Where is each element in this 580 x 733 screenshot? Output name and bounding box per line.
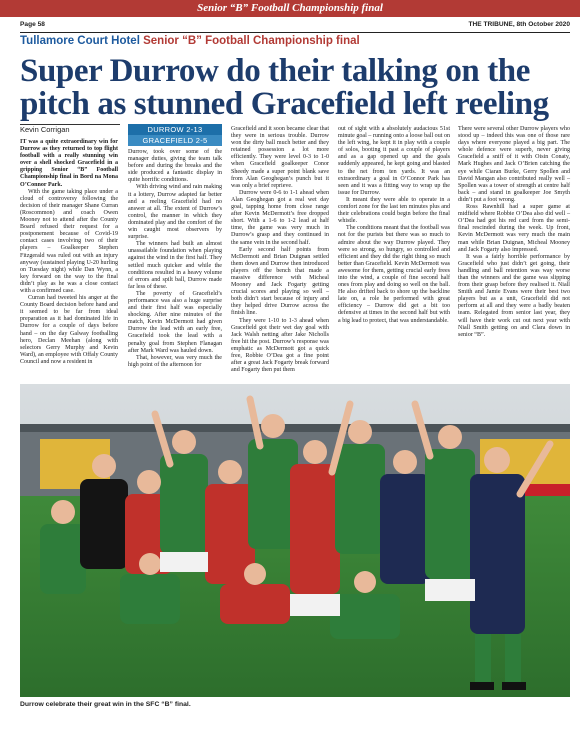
article-column-3 xyxy=(231,126,329,374)
kicker-sponsor: Tullamore Court Hotel xyxy=(20,35,140,47)
body-paragraph: The conditions meant that the football was not for the purists but there was so much to admire about the way Durrow played. They were so strong, so hungry, so controlled and efficient and they did the right thing so much better than Gracefield. Kevin McDermott was awesome for them, getting crucial early frees into the wind, a couple of fine second half ones from play and doing so well on the ball. He also drifted back to shore up the backline late on, a role he performed with great efficiency – Durrow did get a bit too defensive at times in the second half but with a big lead to protect, that was understandable. xyxy=(338,225,450,324)
score-loser: GRACEFIELD 2-5 xyxy=(128,135,222,146)
page-number: Page 58 xyxy=(20,21,45,28)
article-column-1 xyxy=(20,139,118,366)
kicker-title: Senior “B” Football Championship final xyxy=(143,35,360,47)
body-paragraph: They were 1-10 to 1-3 ahead when Gracefield got their wet day goal with Jack Walsh netting after Jake Nicholls free hit the post. Durrow’s response was emphatic as McDermott got a quick free, Robbie O’Dea got a fine point after a great Jack Fogarty break forward and Fogarty then put them xyxy=(231,317,329,374)
body-paragraph: Durrow were 0-6 to 1-1 ahead when Alan Geoghegan got a real wet day goal, tapping home from close range after Kevin McDermott’s free dropped short. With a 1-6 to 1-2 lead at half time, the game was very much in Durrow’s grasp and they continued in the same vein in the second half. xyxy=(231,189,329,246)
body-paragraph: With driving wind and rain making it a lottery, Durrow adapted far better and a reeling Gracefield had no answer at all. The extent of Durrow’s control, the manner in which they dominated play and the comfort of the win caught most observers by surprise. xyxy=(128,184,222,241)
article-column-2 xyxy=(128,149,222,369)
banner-title: Senior “B” Football Championship final xyxy=(197,2,383,14)
photo-caption: Durrow celebrate their great win in the SFC “B” final. xyxy=(20,701,191,708)
body-paragraph: It meant they were able to operate in a comfort zone for the last ten minutes plus and their celebrations could begin before the final whistle. xyxy=(338,196,450,225)
body-paragraph: There were several other Durrow players who stood up – indeed this was one of those rare days where everyone played a big part. The whole defence were superb, never giving Gracefield a sniff of it with Oisin Conaty, Mark Hughes and Jack O’Brien catching the eye while Ciaran Burke, Gerry Spollen and David Mangan also contributed really well – Spollen was a tower of strength at centre half back – and stand in goalkeeper Joe Smyth didn’t put a foot wrong. xyxy=(458,126,570,203)
body-paragraph: The winners had built an almost unassailable foundation when playing against the wind in the first half. They settled much quicker and while the conditions resulted in a heavy volume of errors and spilt ball, Durrow made far less of these. xyxy=(128,241,222,290)
publication-date: THE TRIBUNE, 8th October 2020 xyxy=(468,21,570,28)
body-paragraph: Gracefield and it soon became clear that they were in serious trouble. Durrow won the dirty ball much better and they retained possession a lot more efficiently. They were level 0-3 to 1-0 when Gracefield goalkeeper Conor Sheedy made a super point blank save from Alan Geoghegan’s punch but it was only a brief reprieve. xyxy=(231,126,329,189)
team-celebration-photo xyxy=(20,384,570,697)
article-column-5 xyxy=(458,126,570,339)
body-paragraph: With the game taking place under a cloud of controversy following the decision of their manager Shane Curran (Roscommon) and coach Owen Mooney not to attend after the County Board refused their request for a postponement because of Covid-19 contact cases involving two of their players – Goalkeeper Stephen Fitzgerald was ruled out with an injury anyway (sustained playing U-20 hurling on Tuesday night) while Dan Wynn, a key forward on the way to the final didn’t play as he was a close contact with a confirmed case. xyxy=(20,188,118,294)
body-paragraph: Curran had tweeted his anger at the County Board decision before hand and it seemed to be far from ideal preparation as it had dominated life in Durrow for a couple of days before hand – on the day Galway footballing hero, Declan Meehan (along with selectors Gerry Murphy and Kevin Ward), an employee with Offaly County Council and now a resident in xyxy=(20,295,118,365)
kicker xyxy=(20,35,360,47)
body-paragraph: The poverty of Gracefield’s performance was also a huge surprise and their first half was especially shocking. After nine minutes of the match, Kevin McDermott had given Durrow the lead with an early free, Gracefield took the lead with a penalty goal from Stephen Flanagan after Mark Ward was hauled down. xyxy=(128,290,222,354)
body-paragraph: That, however, was very much the high point of the afternoon for xyxy=(128,354,222,368)
header-rule xyxy=(20,32,570,33)
score-box xyxy=(128,124,222,146)
byline: Kevin Corrigan xyxy=(20,125,70,134)
body-paragraph: out of sight with a absolutely audacious 51st minute goal – running onto a loose ball out on the left wing, he kept it in play with a couple of solos, booting it past a couple of players and as a gap opened up and the goals suddenly appeared, he kept going and blasted to the net from ten yards. It was an extraordinary a goal in O’Connor Park has seen and it was a fitting way to wrap up the issue for Durrow. xyxy=(338,126,450,196)
body-paragraph: Ross Rawnhill had a super game at midfield where Robbie O’Dea also did well – O’Dea had got his red card from the semi-final rescinded during the week. Up front, Kevin McDermott was very much the main man while Brian Duignan, Micheal Mooney and Jack Fogarty also impressed. xyxy=(458,204,570,253)
team-photo-illustration xyxy=(20,384,570,697)
lead-paragraph: IT was a quite extraordinary win for Durrow as they returned to top flight football with a really stunning win over a shell shocked Gracefield in a gripping Senior “B” Football Championship final in Bord na Mona O’Connor Park. xyxy=(20,139,118,188)
score-winner: DURROW 2-13 xyxy=(128,124,222,135)
body-paragraph: It was a fairly horrible performance by Gracefield who just didn’t get going, their handling and ball retention was way worse than the winners and the game was slipping from their grasp before they realised it. Niall Smith and Jamie Evans were their best two players but as a unit, Gracefield did not perform at all and they were a badly beaten team. Relegated from senior last year, they will have their work cut out next year with Niall Smith getting on and Clara down in senior “B”. xyxy=(458,253,570,338)
article-column-4 xyxy=(338,126,450,325)
headline: Super Durrow do their talking on the pitch as stunned Gracefield left reeling xyxy=(20,53,549,122)
section-banner xyxy=(0,0,580,17)
body-paragraph: Early second half points from McDermott and Brian Duignan settled them down and Durrow then introduced players off the bench that made a massive difference with Micheal Mooney and Jack Fogarty getting crucial scores and playing so well – both didn’t start because of injury and they helped drive Durrow across the finish line. xyxy=(231,246,329,317)
body-paragraph: Durrow, took over some of the manager duties, giving the team talk before and during the breaks and the side produced a fantastic display in quite horrific conditions. xyxy=(128,149,222,184)
